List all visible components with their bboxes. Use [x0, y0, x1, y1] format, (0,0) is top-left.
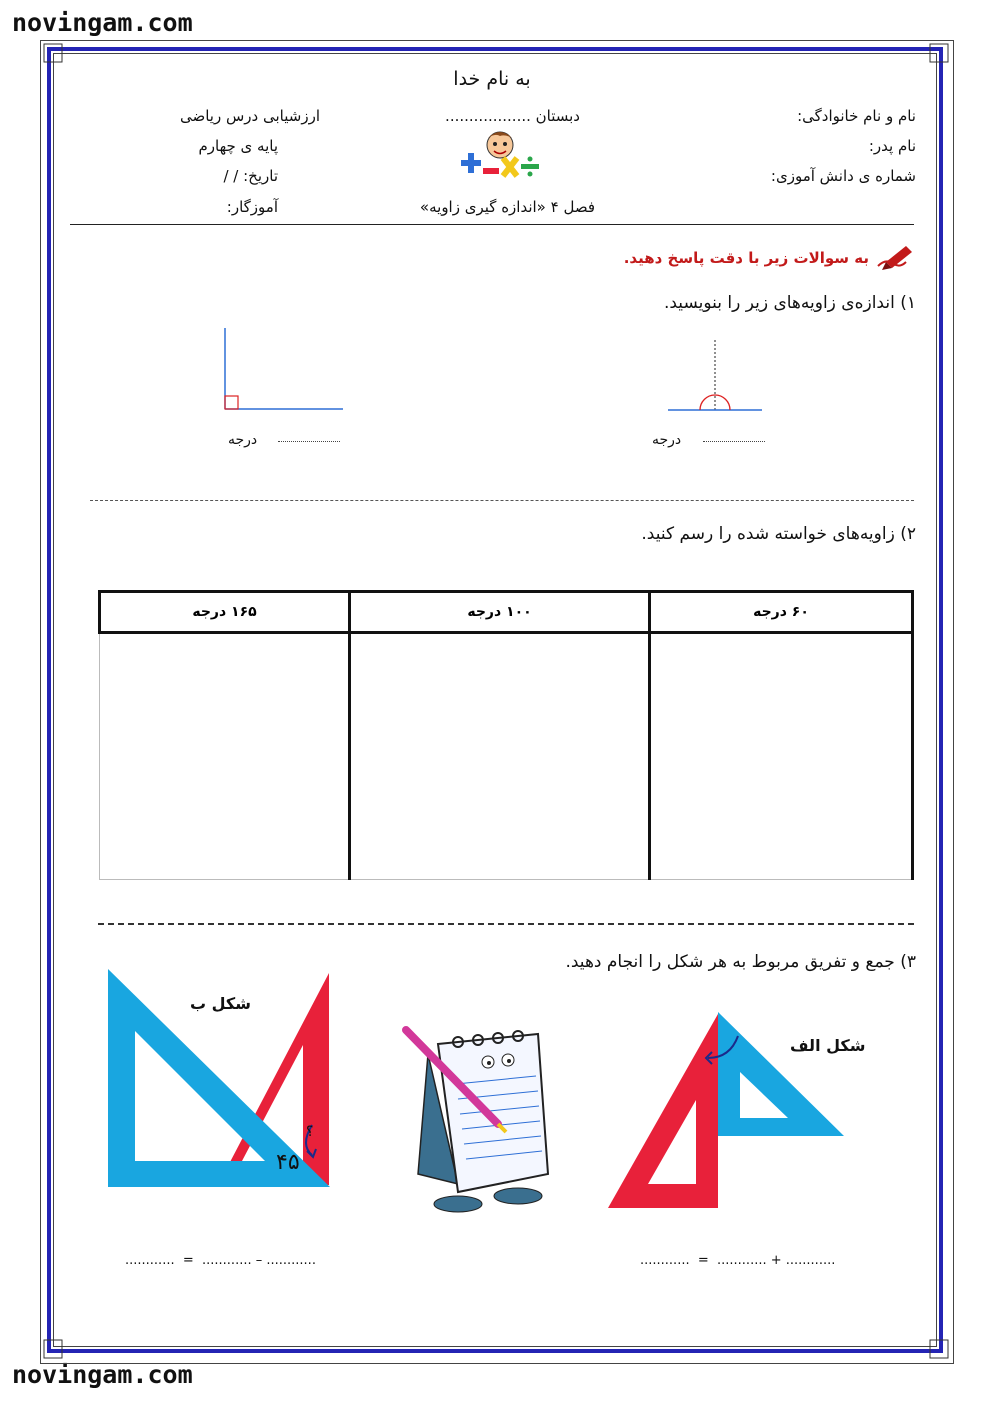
father-name-label: نام پدر:: [868, 137, 916, 155]
column-header-165: ۱۶۵ درجه: [100, 592, 350, 633]
header-divider: [70, 224, 914, 225]
shape-be-label: شکل ب: [190, 994, 251, 1013]
straight-angle-figure: [660, 336, 770, 416]
section-divider-1: [90, 500, 914, 501]
degree-unit-right: درجه: [652, 432, 682, 448]
question-2-number: ۲): [900, 524, 916, 544]
question-3: [565, 952, 916, 972]
answer-blank-right[interactable]: [703, 441, 765, 442]
date-label: تاریخ: / /: [223, 167, 278, 185]
angle-drawing-table: [98, 590, 914, 880]
grade-label: پایه ی چهارم: [198, 137, 278, 155]
question-1-number: ۱): [900, 293, 916, 313]
math-boy-illustration: [455, 128, 545, 190]
student-number-label: شماره ی دانش آموزی:: [770, 167, 916, 185]
school-label: دبستان ..................: [445, 107, 580, 125]
equation-shape-alef[interactable]: ............ = ............ + ............: [640, 1253, 836, 1268]
answer-blank-left[interactable]: [278, 441, 340, 442]
watermark-top: novingam.com: [12, 8, 193, 37]
question-2: [641, 524, 916, 544]
degree-unit-left: درجه: [228, 432, 258, 448]
question-1: [664, 293, 916, 313]
drawing-cell-60[interactable]: [650, 633, 913, 880]
page-title: به نام خدا: [453, 68, 531, 90]
question-3-text: جمع و تفریق مربوط به هر شکل را انجام دهید.: [565, 952, 895, 972]
assessment-title: ارزشیابی درس ریاضی: [180, 107, 320, 125]
teacher-label: آموزگار:: [226, 198, 278, 216]
pencil-writing-icon: [876, 244, 914, 270]
angle-45-label: ۴۵: [276, 1150, 300, 1175]
column-header-60: ۶۰ درجه: [650, 592, 913, 633]
instruction-text: به سوالات زیر با دقت پاسخ دهید.: [623, 249, 869, 267]
drawing-cell-100[interactable]: [350, 633, 650, 880]
question-3-number: ۳): [900, 952, 916, 972]
equation-shape-be[interactable]: ............ = ............ – ............: [125, 1253, 316, 1268]
notebook-character-illustration: [398, 1024, 578, 1220]
name-field-label: نام و نام خانوادگی:: [797, 107, 916, 125]
shape-alef-label: شکل الف: [790, 1036, 866, 1055]
right-angle-figure: [215, 322, 355, 417]
question-2-text: زاویه‌های خواسته شده را رسم کنید.: [641, 524, 895, 544]
chapter-title: فصل ۴ «اندازه گیری زاویه»: [419, 198, 595, 216]
watermark-bottom: novingam.com: [12, 1360, 193, 1389]
section-divider-2: [98, 923, 914, 925]
question-1-text: اندازه‌ی زاویه‌های زیر را بنویسید.: [663, 293, 895, 313]
drawing-cell-165[interactable]: [100, 633, 350, 880]
unknown-angle-mark: ؟: [306, 1124, 314, 1140]
column-header-100: ۱۰۰ درجه: [350, 592, 650, 633]
